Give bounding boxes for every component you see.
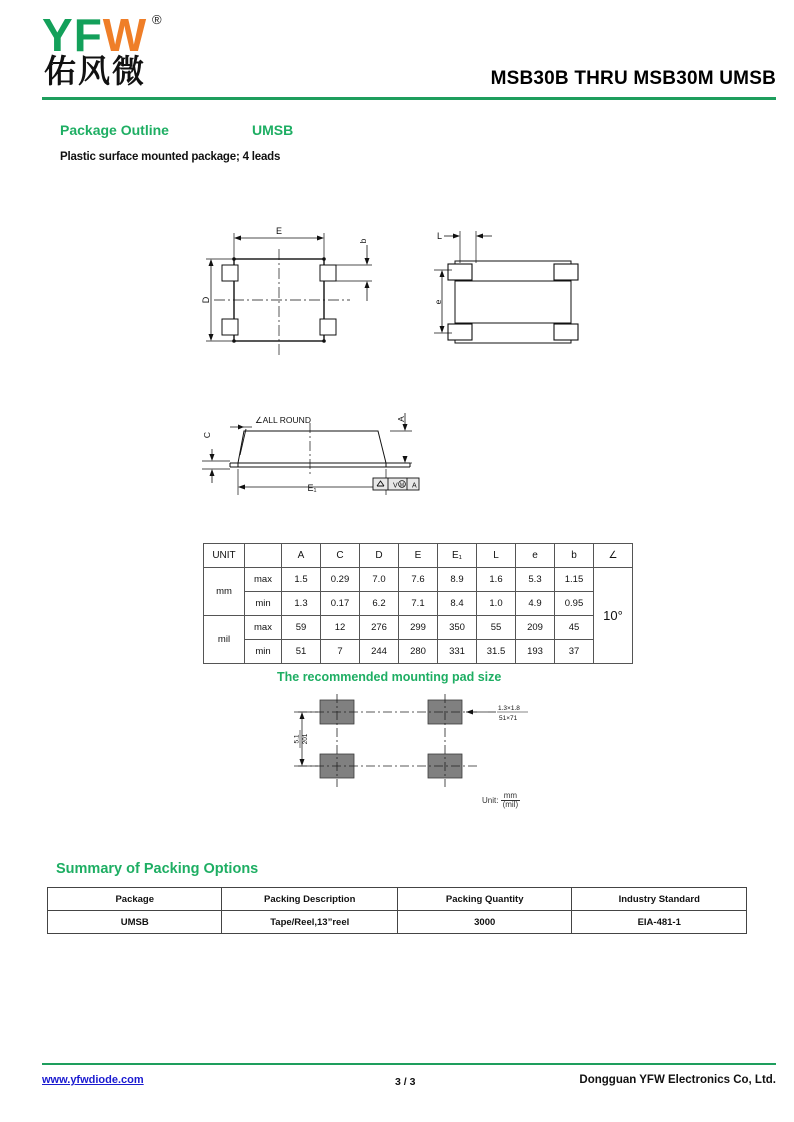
dim-limit-min: min [245, 592, 282, 616]
unit-note-fraction [501, 792, 520, 810]
dim-cell: 8.4 [438, 592, 477, 616]
mounting-pad-drawing [280, 690, 530, 795]
logo-letter-y: Y [42, 9, 74, 61]
dim-cell: 0.95 [555, 592, 594, 616]
unit-note-numerator: mm [501, 792, 520, 801]
packing-cell-standard: EIA-481-1 [572, 911, 747, 934]
packing-options-heading: Summary of Packing Options [56, 861, 259, 877]
dim-cell: 209 [516, 616, 555, 640]
dim-cell: 299 [399, 616, 438, 640]
dim-cell: 1.6 [477, 568, 516, 592]
gdt-modifier: M [399, 482, 405, 489]
dim-cell: 1.0 [477, 592, 516, 616]
dim-cell: 244 [360, 640, 399, 664]
dim-header-e1: E₁ [438, 544, 477, 568]
gdt-datum: A [412, 482, 417, 490]
dim-header-d: D [360, 544, 399, 568]
dim-cell: 331 [438, 640, 477, 664]
dim-header-e: E [399, 544, 438, 568]
footer-divider [42, 1063, 776, 1065]
gdt-tolerance-value: V [393, 482, 398, 490]
packing-header-quantity: Packing Quantity [397, 888, 571, 911]
dim-cell: 1.15 [555, 568, 594, 592]
dim-label-e: E [275, 226, 283, 236]
dim-limit-max: max [245, 568, 282, 592]
unit-note [482, 792, 520, 810]
dim-header-unit: UNIT [204, 544, 245, 568]
dim-unit-mil: mil [204, 616, 245, 664]
dim-label-d: D [201, 296, 211, 304]
dim-cell: 7 [321, 640, 360, 664]
dim-cell: 7.0 [360, 568, 399, 592]
packing-cell-description: Tape/Reel,13”reel [222, 911, 398, 934]
dim-cell: 276 [360, 616, 399, 640]
package-name-heading: UMSB [252, 122, 294, 138]
dimension-table [203, 543, 633, 664]
dim-cell: 0.17 [321, 592, 360, 616]
table-row [204, 568, 633, 592]
footer-website-link[interactable]: www.yfwdiode.com [42, 1074, 144, 1086]
dim-label-a: A [396, 416, 406, 422]
dim-header-b: b [555, 544, 594, 568]
header-divider [42, 97, 776, 100]
packing-table-header-row [48, 888, 747, 911]
table-row [204, 592, 633, 616]
package-description: Plastic surface mounted package; 4 leads [60, 151, 281, 163]
dim-cell: 0.29 [321, 568, 360, 592]
dim-cell: 7.1 [399, 592, 438, 616]
dim-label-l: L [437, 231, 443, 241]
packing-header-standard: Industry Standard [572, 888, 747, 911]
dim-cell: 31.5 [477, 640, 516, 664]
dim-cell: 1.3 [282, 592, 321, 616]
packing-cell-package: UMSB [48, 911, 222, 934]
gdt-feature-control-frame [371, 476, 423, 492]
pad-pitch-mm-label: 5.1 [293, 734, 301, 744]
dim-cell: 1.5 [282, 568, 321, 592]
company-logo [42, 10, 222, 96]
dim-label-e-pitch: e [433, 299, 443, 305]
mounting-pad-title: The recommended mounting pad size [277, 670, 502, 684]
unit-note-label: Unit: [482, 796, 499, 805]
footer-company-name: Dongguan YFW Electronics Co, Ltd. [579, 1074, 776, 1086]
pad-size-mm-label: 1.3×1.8 [498, 705, 520, 712]
package-outline-heading: Package Outline [60, 122, 169, 138]
dim-cell: 51 [282, 640, 321, 664]
packing-cell-quantity: 3000 [397, 911, 571, 934]
registered-trademark-icon: ® [152, 12, 162, 27]
all-round-note: ∠ALL ROUND [255, 415, 311, 425]
footer-page-number: 3 / 3 [395, 1076, 416, 1088]
dim-label-b: b [359, 238, 368, 244]
dim-cell: 55 [477, 616, 516, 640]
pad-size-mil-label: 51×71 [499, 715, 518, 722]
dimension-table-header-row [204, 544, 633, 568]
top-view-drawing [200, 215, 400, 370]
bottom-view-drawing [430, 215, 605, 370]
logo-chinese-text: 佑风微 [44, 52, 147, 90]
dim-label-c: C [202, 431, 212, 439]
table-row [204, 640, 633, 664]
dim-header-e-pitch: e [516, 544, 555, 568]
unit-note-denominator: (mil) [502, 800, 519, 810]
dim-cell: 7.6 [399, 568, 438, 592]
table-row [204, 616, 633, 640]
dim-cell: 350 [438, 616, 477, 640]
dim-header-a: A [282, 544, 321, 568]
dim-limit-min: min [245, 640, 282, 664]
table-row [48, 911, 747, 934]
dim-cell: 280 [399, 640, 438, 664]
dim-cell: 4.9 [516, 592, 555, 616]
pad-pitch-mil-label: 201 [302, 733, 309, 745]
dim-cell: 59 [282, 616, 321, 640]
dim-cell: 6.2 [360, 592, 399, 616]
dim-limit-max: max [245, 616, 282, 640]
dim-cell: 45 [555, 616, 594, 640]
dim-label-e1: E₁ [307, 483, 317, 493]
dim-cell: 8.9 [438, 568, 477, 592]
dim-angle-value: 10° [594, 568, 633, 664]
page-title: MSB30B THRU MSB30M UMSB [490, 68, 776, 89]
page-header [0, 0, 794, 108]
logo-letter-w: W [102, 9, 148, 61]
packing-header-description: Packing Description [222, 888, 398, 911]
packing-options-table [47, 887, 747, 934]
dim-unit-mm: mm [204, 568, 245, 616]
logo-letter-f: F [73, 9, 103, 61]
dim-cell: 193 [516, 640, 555, 664]
dim-header-blank [245, 544, 282, 568]
dim-cell: 5.3 [516, 568, 555, 592]
dim-cell: 12 [321, 616, 360, 640]
dim-header-l: L [477, 544, 516, 568]
packing-header-package: Package [48, 888, 222, 911]
dim-header-angle: ∠ [594, 544, 633, 568]
dim-cell: 37 [555, 640, 594, 664]
dim-header-c: C [321, 544, 360, 568]
